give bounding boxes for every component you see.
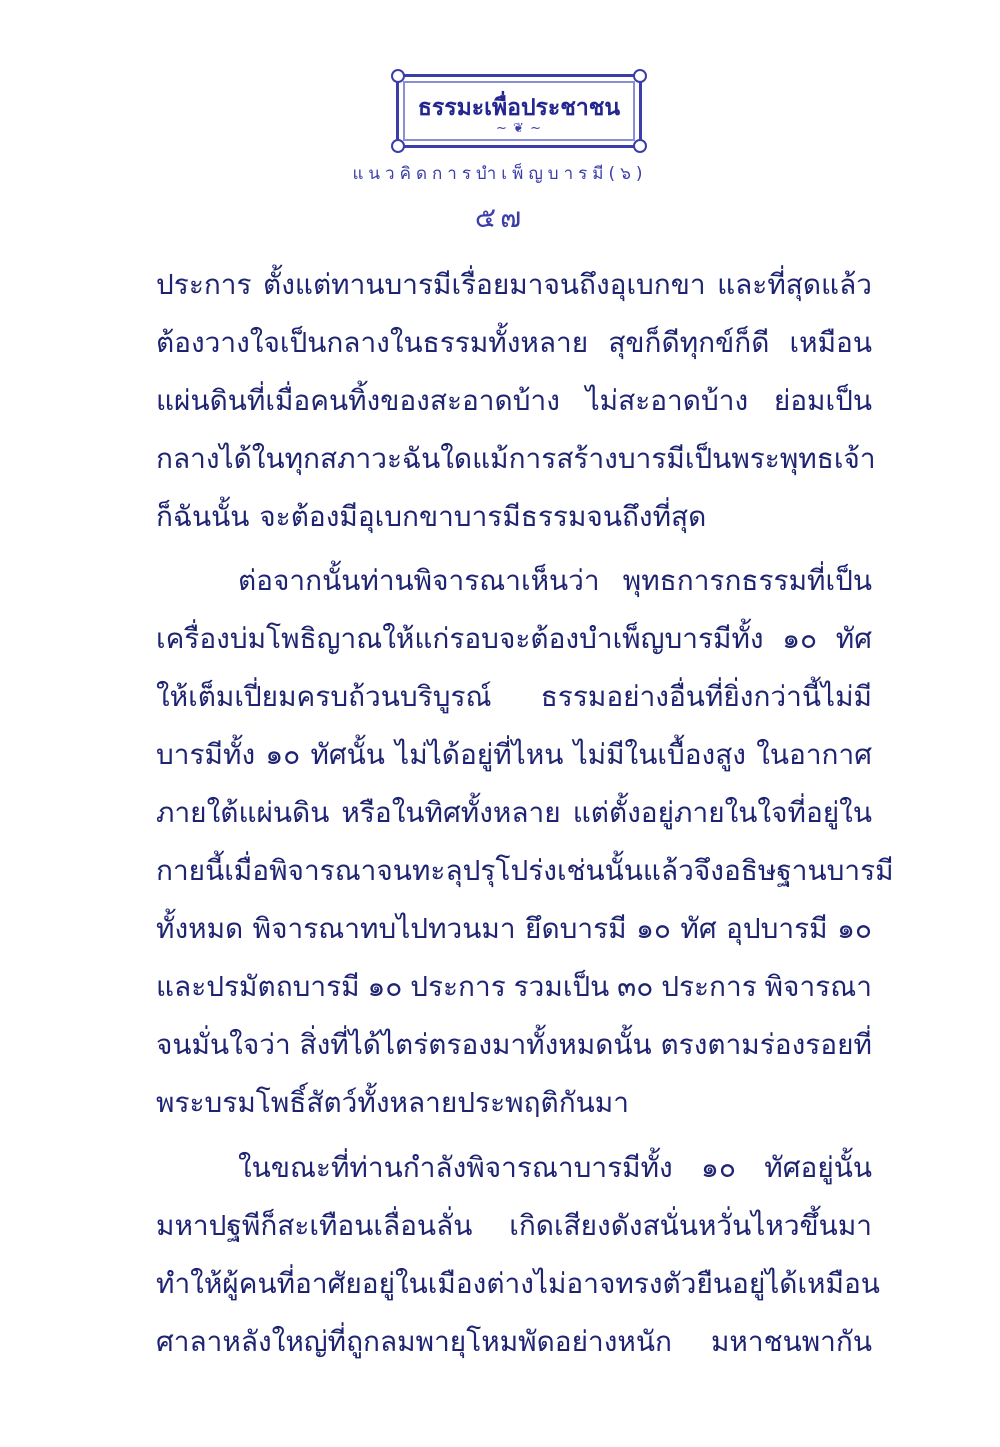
logo-ornament: ~ ❦ ~: [496, 121, 542, 136]
text-segment: เมื่อพิจารณาจนทะลุปรุโปร่งเช่นนั้นแล้ว: [224, 854, 694, 887]
text-segment: ภายใต้แผ่นดิน: [156, 796, 330, 829]
text-line: [156, 909, 872, 949]
logo-title: ธรรมะเพื่อประชาชน: [417, 95, 621, 121]
text-segment: ทำให้ผู้คนที่อาศัยอยู่ในเมืองต่างไม่อาจทรงตัวยืนอยู่ได้: [156, 1267, 798, 1300]
text-line: [156, 1083, 872, 1123]
text-segment: อุปบารมี: [726, 912, 828, 945]
text-segment: และปรมัตถบารมี: [156, 970, 360, 1003]
text-segment: ยึดบารมี: [525, 912, 627, 945]
text-segment: ไม่มีในเบื้องสูง: [573, 738, 746, 771]
text-segment: ๑๐: [782, 622, 818, 655]
text-line: [156, 381, 872, 421]
text-line: [156, 793, 872, 833]
text-segment: ในขณะที่ท่านกำลังพิจารณาบารมีทั้ง: [238, 1151, 673, 1184]
chapter-subtitle: แนวคิดการบำเพ็ญบารมี(๖): [352, 164, 648, 184]
text-segment: ไม่ได้อยู่ที่ไหน: [395, 738, 564, 771]
text-line: [156, 323, 872, 363]
logo-corner-ornament: [391, 139, 405, 153]
text-segment: ประการ: [661, 970, 757, 1003]
text-segment: ๓๐: [617, 970, 654, 1003]
text-segment: ตั้งแต่ทานบารมีเรื่อยมาจนถึงอุเบกขา: [263, 268, 706, 301]
text-segment: ประการ: [410, 970, 506, 1003]
text-line: [156, 1025, 872, 1065]
text-line: [156, 851, 894, 891]
text-segment: พิจารณาทบไปทวนมา: [252, 912, 516, 945]
text-line: [156, 1206, 872, 1246]
text-segment: ๑๐: [636, 912, 671, 945]
text-segment: ศาลาหลังใหญ่ที่ถูกลมพายุโหมพัดอย่างหนัก: [156, 1325, 672, 1358]
text-segment: สุขก็ดีทุกข์ก็ดี: [608, 326, 770, 359]
text-segment: ไม่สะอาดบ้าง: [585, 384, 749, 417]
text-segment: ธรรมอย่างอื่นที่ยิ่งกว่านี้ไม่มี: [540, 680, 872, 713]
text-segment: ให้เต็มเปี่ยมครบถ้วนบริบูรณ์: [156, 680, 492, 713]
text-segment: จะต้องมีอุเบกขาบารมีธรรมจนถึงที่สุด: [259, 500, 707, 533]
logo-corner-ornament: [391, 69, 405, 83]
text-segment: ต่อจากนั้นท่านพิจารณาเห็นว่า: [238, 564, 600, 597]
text-segment: เหมือน: [789, 326, 872, 359]
text-segment: ย่อมเป็น: [773, 384, 872, 417]
text-segment: รวมเป็น: [513, 970, 610, 1003]
text-segment: ๑๐: [367, 970, 403, 1003]
text-line: [156, 735, 872, 775]
text-line: [156, 1322, 872, 1362]
text-segment: บารมีทั้ง: [156, 738, 256, 771]
text-segment: เครื่องบ่มโพธิญาณให้แก่รอบจะต้องบำเพ็ญบารมีทั้ง: [156, 622, 764, 655]
text-segment: แม้การสร้างบารมีเป็นพระพุทธเจ้า: [472, 442, 876, 475]
text-segment: ทัศนั้น: [310, 738, 385, 771]
text-segment: ๑๐: [265, 738, 301, 771]
logo-corner-ornament: [633, 69, 647, 83]
text-segment: ต้องวางใจเป็นกลางในธรรมทั้งหลาย: [156, 326, 589, 359]
text-segment: และที่สุดแล้ว: [717, 268, 872, 301]
text-line: [156, 677, 872, 717]
logo-corner-ornament: [633, 139, 647, 153]
text-segment: หรือในทิศทั้งหลาย: [341, 796, 561, 829]
text-line: [238, 561, 872, 601]
text-segment: ก็ฉันนั้น: [156, 500, 250, 533]
text-segment: พระบรมโพธิ์สัตว์ทั้งหลายประพฤติกันมา: [156, 1086, 629, 1119]
text-segment: ในอากาศ: [756, 738, 872, 771]
text-segment: พุทธการกธรรมที่เป็น: [622, 564, 872, 597]
text-segment: กลางได้ในทุกสภาวะฉันใด: [156, 442, 473, 475]
text-segment: ๑๐: [837, 912, 872, 945]
publisher-logo: [396, 74, 642, 148]
text-segment: สิ่งที่ได้ไตร่ตรองมาทั้งหมดนั้น: [299, 1028, 652, 1061]
text-segment: มหาปฐพีก็สะเทือนเลื่อนลั่น: [156, 1209, 473, 1242]
text-segment: ทัศ: [680, 912, 717, 945]
text-segment: ๑๐: [701, 1151, 736, 1184]
text-segment: ทัศอยู่นั้น: [764, 1151, 872, 1184]
text-segment: จนมั่นใจว่า: [156, 1028, 291, 1061]
text-line: [156, 439, 876, 479]
page-number: ๕๗: [474, 201, 526, 234]
text-segment: เกิดเสียงดังสนั่นหวั่นไหวขึ้นมา: [509, 1209, 872, 1242]
text-line: [156, 967, 872, 1007]
text-segment: ทั้งหมด: [156, 912, 244, 945]
text-line: [238, 1148, 872, 1188]
text-segment: กายนี้: [156, 854, 225, 887]
text-line: [156, 497, 872, 537]
text-line: [156, 265, 872, 305]
text-segment: ตรงตามร่องรอยที่: [660, 1028, 872, 1061]
text-segment: พิจารณา: [764, 970, 872, 1003]
text-segment: ประการ: [156, 268, 252, 301]
text-segment: เหมือน: [797, 1267, 880, 1300]
text-segment: มหาชนพากัน: [710, 1325, 872, 1358]
text-segment: แผ่นดินที่เมื่อคนทิ้งของสะอาดบ้าง: [156, 384, 560, 417]
text-line: [156, 619, 872, 659]
text-line: [156, 1264, 880, 1304]
text-segment: จึงอธิษฐานบารมี: [693, 854, 894, 887]
text-segment: ทัศ: [835, 622, 872, 655]
text-segment: แต่ตั้งอยู่ภายในใจที่อยู่ใน: [572, 796, 872, 829]
